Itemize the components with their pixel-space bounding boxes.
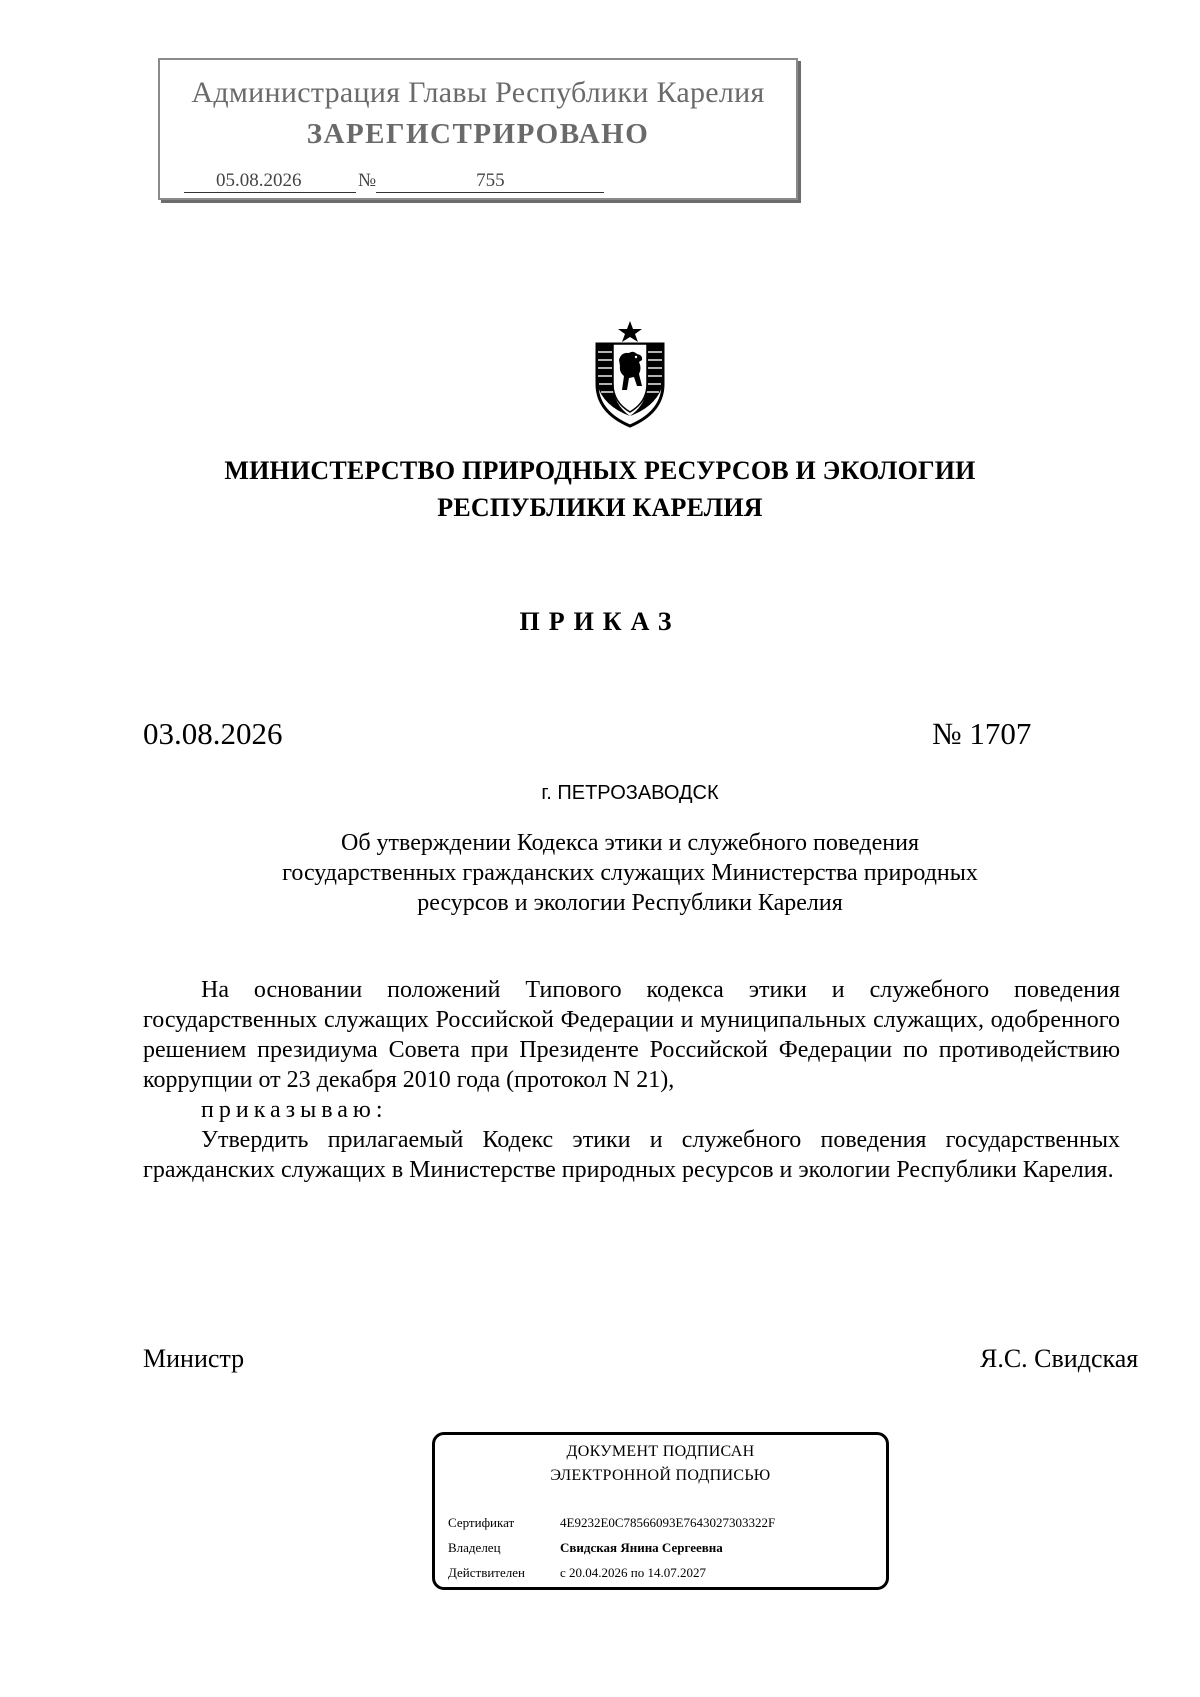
body-order-word: приказываю: (201, 1097, 388, 1123)
order-subject (0, 828, 1200, 918)
subject-line3: ресурсов и экологии Республики Карелия (417, 890, 843, 916)
order-body (143, 975, 1120, 1185)
signer-title: Министр (143, 1344, 245, 1373)
ministry-name-line1: МИНИСТЕРСТВО ПРИРОДНЫХ РЕСУРСОВ И ЭКОЛОГИИ (224, 456, 976, 485)
city: г. ПЕТРОЗАВОДСК (541, 782, 719, 804)
stamp-registration-row (184, 170, 604, 193)
electronic-signature-stamp (432, 1432, 889, 1590)
subject-line1: Об утверждении Кодекса этики и служебного поведения (341, 830, 919, 856)
stamp-number-label: № (358, 170, 377, 191)
esig-validity-row (448, 1565, 706, 1581)
subject-line2: государственных гражданских служащих Министерства природных (282, 860, 978, 886)
signer-name: Я.С. Свидская (980, 1344, 1139, 1373)
coat-of-arms-icon (587, 320, 673, 428)
order-number: № 1707 (932, 716, 1032, 751)
registration-stamp (158, 58, 798, 200)
esig-owner-row (448, 1540, 723, 1556)
esig-cert-label: Сертификат (448, 1515, 515, 1530)
esig-valid-value: с 20.04.2026 по 14.07.2027 (560, 1565, 706, 1580)
stamp-status: ЗАРЕГИСТРИРОВАНО (306, 118, 650, 150)
document-type-title: ПРИКАЗ (519, 607, 681, 636)
body-paragraph-decision: Утвердить прилагаемый Кодекс этики и служебного поведения государственных гражданских служащих в Министерстве природных ресурсов и экологии Республики Карелия. (143, 1127, 1120, 1183)
esig-heading2: ЭЛЕКТРОННОЙ ПОДПИСЬЮ (550, 1467, 771, 1484)
ministry-name-line2: РЕСПУБЛИКИ КАРЕЛИЯ (437, 493, 763, 522)
body-paragraph-basis: На основании положений Типового кодекса этики и служебного поведения государственных служащих Российской Федерации и муниципальных служащих, одобренного решением президиума Совета при Президенте Российской Федерации по противодействию коррупции от 23 декабря 2010 года (протокол N 21), (143, 977, 1120, 1093)
esig-owner-label: Владелец (448, 1540, 501, 1555)
esig-owner-value: Свидская Янина Сергеевна (560, 1540, 723, 1555)
stamp-date: 05.08.2026 (216, 170, 302, 191)
order-date: 03.08.2026 (143, 716, 283, 751)
esig-valid-label: Действителен (448, 1565, 525, 1580)
esig-certificate-row (448, 1515, 775, 1531)
esig-cert-value: 4E9232E0C78566093E7643027303322F (560, 1515, 776, 1530)
stamp-number: 755 (476, 170, 505, 191)
esig-heading1: ДОКУМЕНТ ПОДПИСАН (566, 1443, 755, 1460)
stamp-authority: Администрация Главы Республики Карелия (191, 76, 765, 109)
